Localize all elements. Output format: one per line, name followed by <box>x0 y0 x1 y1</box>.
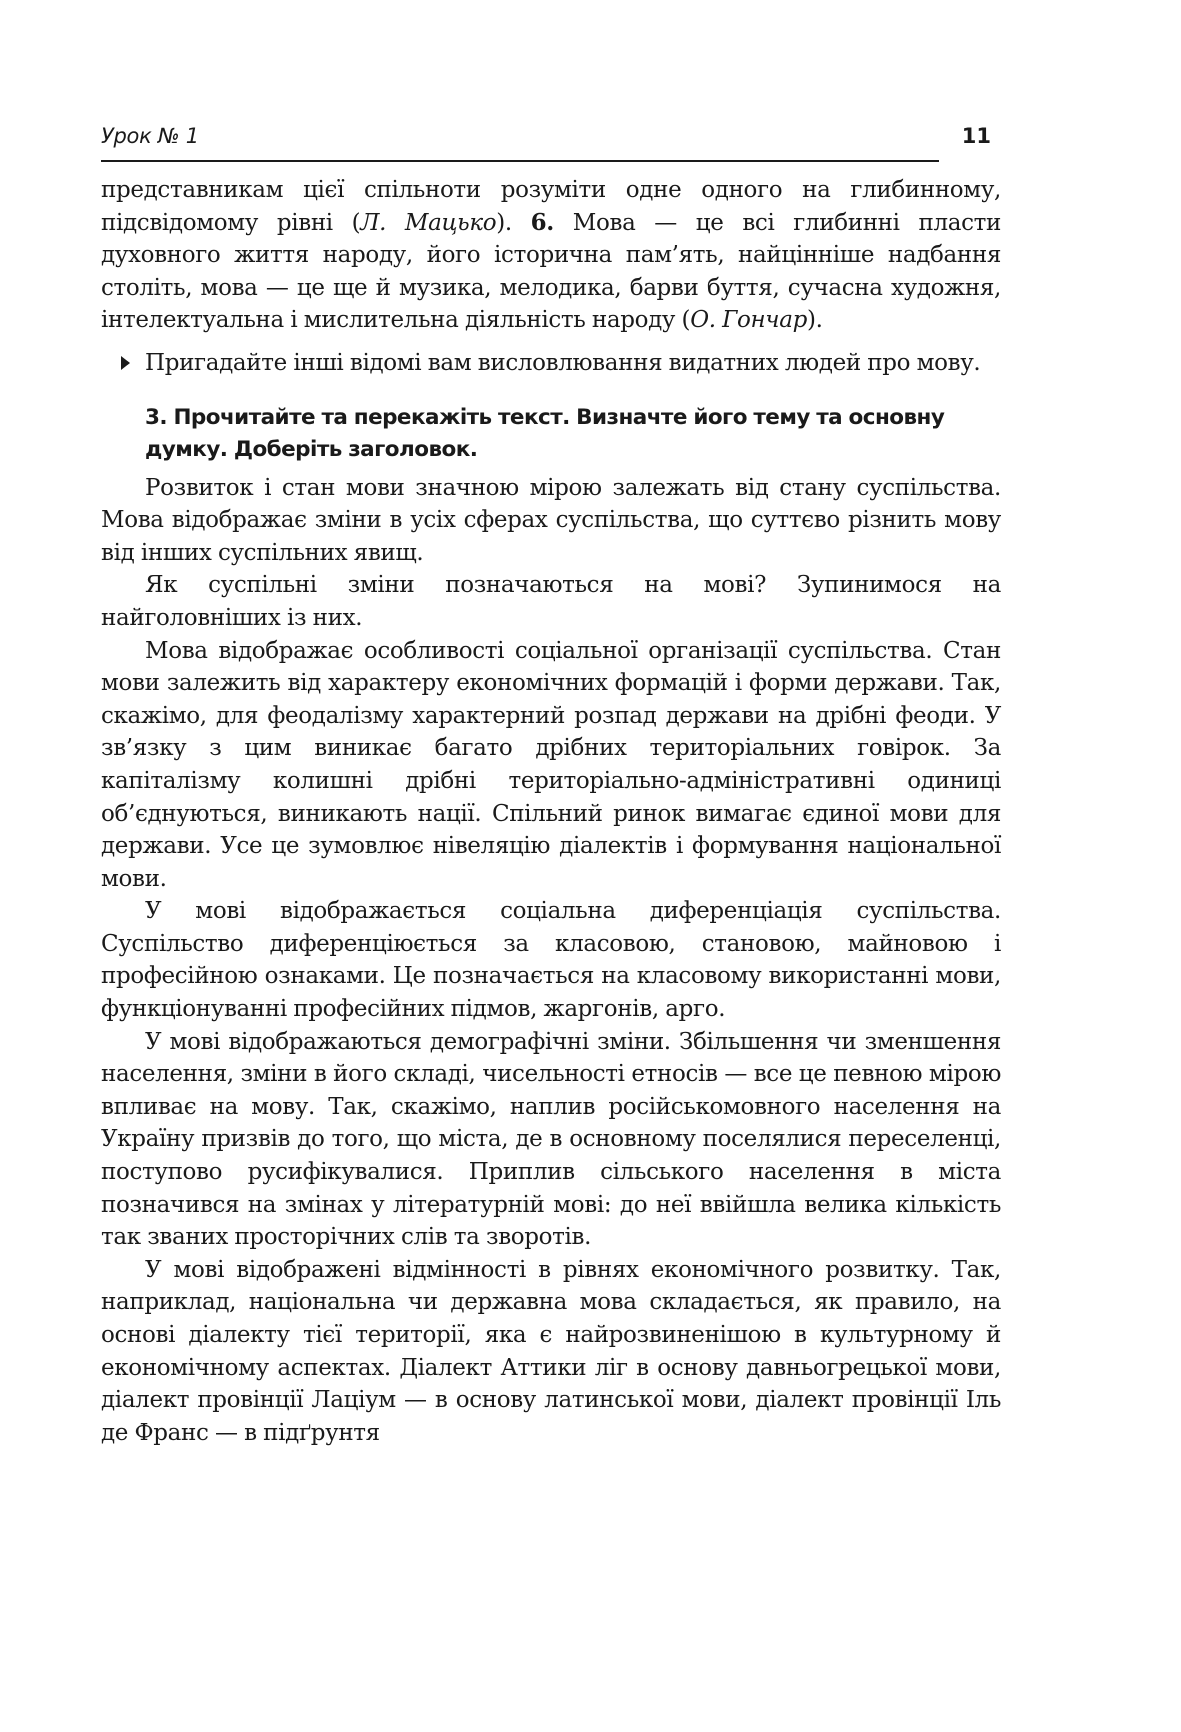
paragraph: У мові відображені відмінності в рівнях економічного розвитку. Так, наприклад, національна чи державна мова складається, як правило, на основі діалекту тієї території, яка є найрозвиненішою в культурному й економічному аспектах. Діалект Аттики ліг в основу давньогрецької мови, діалект провінції Лаціум — в основу латинської мови, діалект провінції Іль де Франс — в підґрунтя <box>101 1256 1001 1446</box>
quote-number: 6. <box>530 208 554 236</box>
task-heading: 3. Прочитайте та перекажіть текст. Визначте його тему та основну думку. Доберіть заголовок. <box>145 404 945 462</box>
paragraph: Як суспільні зміни позначаються на мові? Зупинимося на найголовніших із них. <box>101 572 1001 631</box>
quote-text-4: ). <box>806 307 823 334</box>
paragraph: Розвиток і стан мови значною мірою залежать від стану суспільства. Мова відображає зміни в усіх сферах суспільства, що суттєво різнить мову від інших суспільних явищ. <box>101 474 1001 566</box>
triangle-bullet-icon <box>121 356 130 370</box>
bullet-question <box>101 347 1001 380</box>
page-number: 11 <box>961 124 991 148</box>
quote-author-1: Л. Мацько <box>360 209 497 236</box>
running-header <box>101 118 991 162</box>
paragraph: У мові відображається соціальна диференціація суспільства. Суспільство диференціюється за класовою, становою, майновою і професійною ознаками. Це позначається на класовому використанні мови, функціонуванні професійних підмов, жаргонів, арго. <box>101 898 1001 1023</box>
textbook-page <box>101 118 1001 1449</box>
quote-text-1: представникам цієї спільноти розуміти одне одного на глибинному, підсвідомому рівні ( <box>101 177 1001 236</box>
paragraph: У мові відображаються демографічні зміни. Збільшення чи зменшення населення, зміни в його складі, чисельності етносів — все це певною мірою впливає на мову. Так, скажімо, наплив російськомовного населення на Україну призвів до того, що міста, де в основному поселялися переселенці, поступово русифікувалися. Приплив сільського населення в міста позначився на змінах у літературній мові: до неї ввійшла велика кількість так званих просторічних слів та зворотів. <box>101 1028 1001 1251</box>
bullet-text: Пригадайте інші відомі вам висловлювання видатних людей про мову. <box>145 349 981 376</box>
quote-text-2: ). <box>496 209 531 236</box>
quote-continuation <box>101 174 1001 337</box>
lesson-title: Урок № 1 <box>101 124 199 148</box>
quote-text-3: Мова — це всі глибинні пласти духовного життя народу, його історична пам’ять, найцінніше надбання століть, мова — це ще й музика, мелодика, барви буття, сучасна художня, інтелектуальна і мислительна діяльність народу ( <box>101 209 1001 334</box>
body-text <box>101 174 1001 1449</box>
paragraph: Мова відображає особливості соціальної організації суспільства. Стан мови залежить від характеру економічних формацій і форми держави. Так, скажімо, для феодалізму характерний розпад держави на дрібні феоди. У зв’язку з цим виникає багато дрібних територіальних говірок. За капіталізму колишні дрібні територіально-адміністративні одиниці об’єднуються, виникають нації. Спільний ринок вимагає єдиної мови для держави. Усе це зумовлює нівеляцію діалектів і формування національної мови. <box>101 637 1001 892</box>
quote-author-2: О. Гончар <box>690 307 807 334</box>
